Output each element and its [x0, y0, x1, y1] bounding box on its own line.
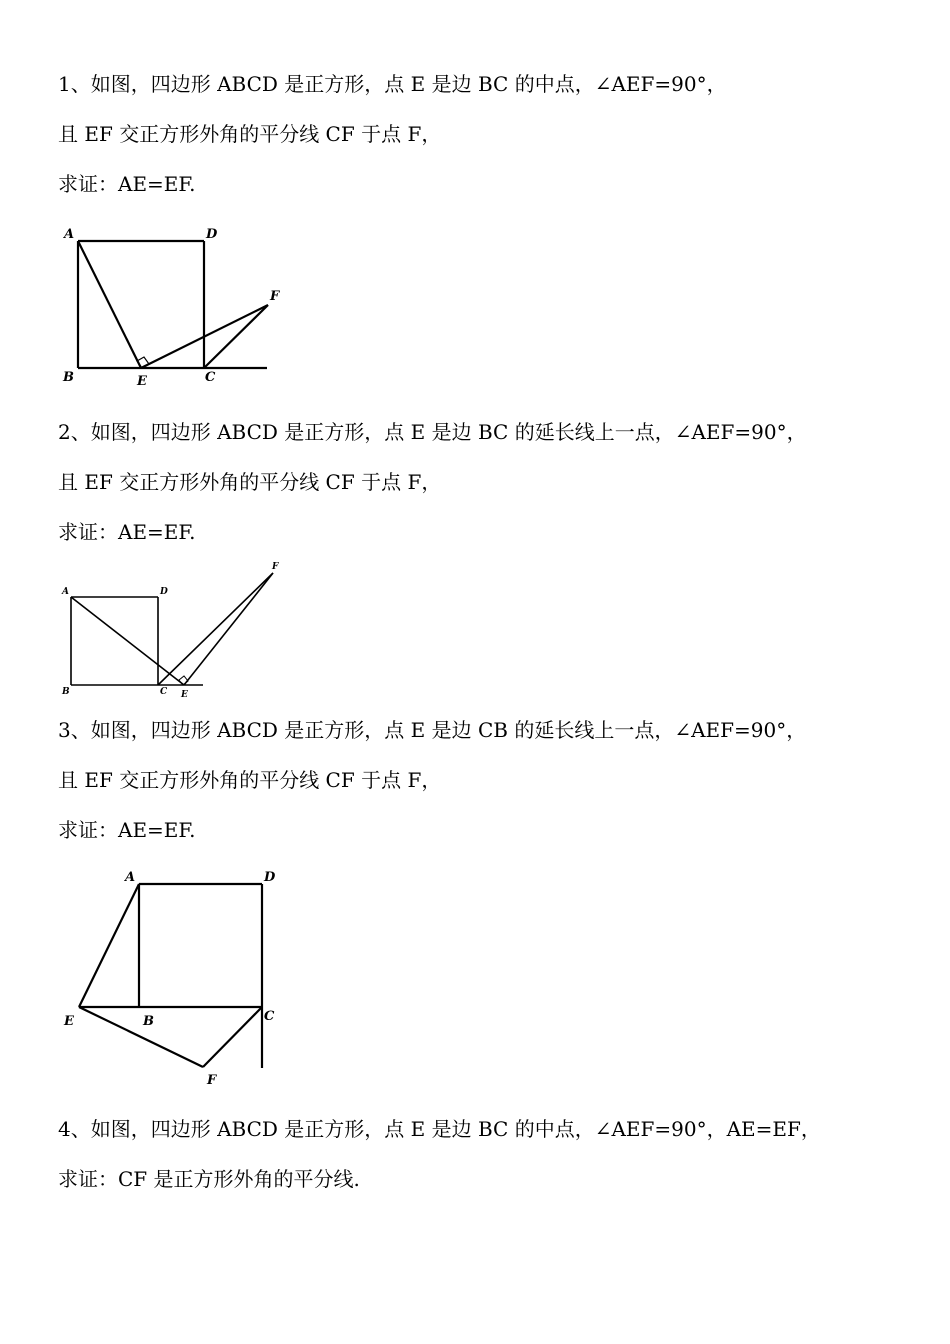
segment-ae: [79, 884, 139, 1007]
label-e: E: [137, 374, 147, 389]
problem-3-prove: 求证：AE=EF.: [58, 818, 196, 842]
problem-2-statement-line-1: 2、如图，四边形 ABCD 是正方形，点 E 是边 BC 的延长线上一点，∠AEF=90°，: [58, 420, 807, 444]
label-b: B: [62, 687, 70, 697]
label-c: C: [264, 1009, 275, 1024]
segment-ef: [79, 1007, 203, 1067]
label-c: C: [205, 370, 216, 385]
label-c: C: [160, 687, 168, 697]
label-e: E: [64, 1014, 74, 1029]
label-e: E: [181, 690, 188, 700]
label-b: B: [143, 1014, 154, 1029]
label-d: D: [160, 587, 168, 597]
label-a: A: [125, 870, 136, 885]
problem-1-prove: 求证：AE=EF.: [58, 172, 196, 196]
problem-4-statement-line-1: 4、如图，四边形 ABCD 是正方形，点 E 是边 BC 的中点，∠AEF=90°，AE=EF，: [58, 1117, 821, 1141]
problem-3-statement-line-1: 3、如图，四边形 ABCD 是正方形，点 E 是边 CB 的延长线上一点，∠AEF=90°，: [58, 718, 807, 742]
problem-3-statement-line-2: 且 EF 交正方形外角的平分线 CF 于点 F，: [58, 768, 442, 792]
label-f: F: [207, 1073, 217, 1088]
segment-cf: [203, 1007, 262, 1067]
label-a: A: [62, 587, 69, 597]
label-f: F: [270, 289, 280, 304]
problem-4-prove: 求证：CF 是正方形外角的平分线.: [58, 1167, 360, 1191]
label-d: D: [206, 227, 218, 242]
label-b: B: [63, 370, 74, 385]
label-f: F: [272, 562, 279, 572]
problem-2-statement-line-2: 且 EF 交正方形外角的平分线 CF 于点 F，: [58, 470, 442, 494]
problem-2-prove: 求证：AE=EF.: [58, 520, 196, 544]
problem-1-statement-line-1: 1、如图，四边形 ABCD 是正方形，点 E 是边 BC 的中点，∠AEF=90°，: [58, 72, 727, 96]
label-a: A: [64, 227, 75, 242]
label-d: D: [264, 870, 276, 885]
problem-1-statement-line-2: 且 EF 交正方形外角的平分线 CF 于点 F，: [58, 122, 442, 146]
